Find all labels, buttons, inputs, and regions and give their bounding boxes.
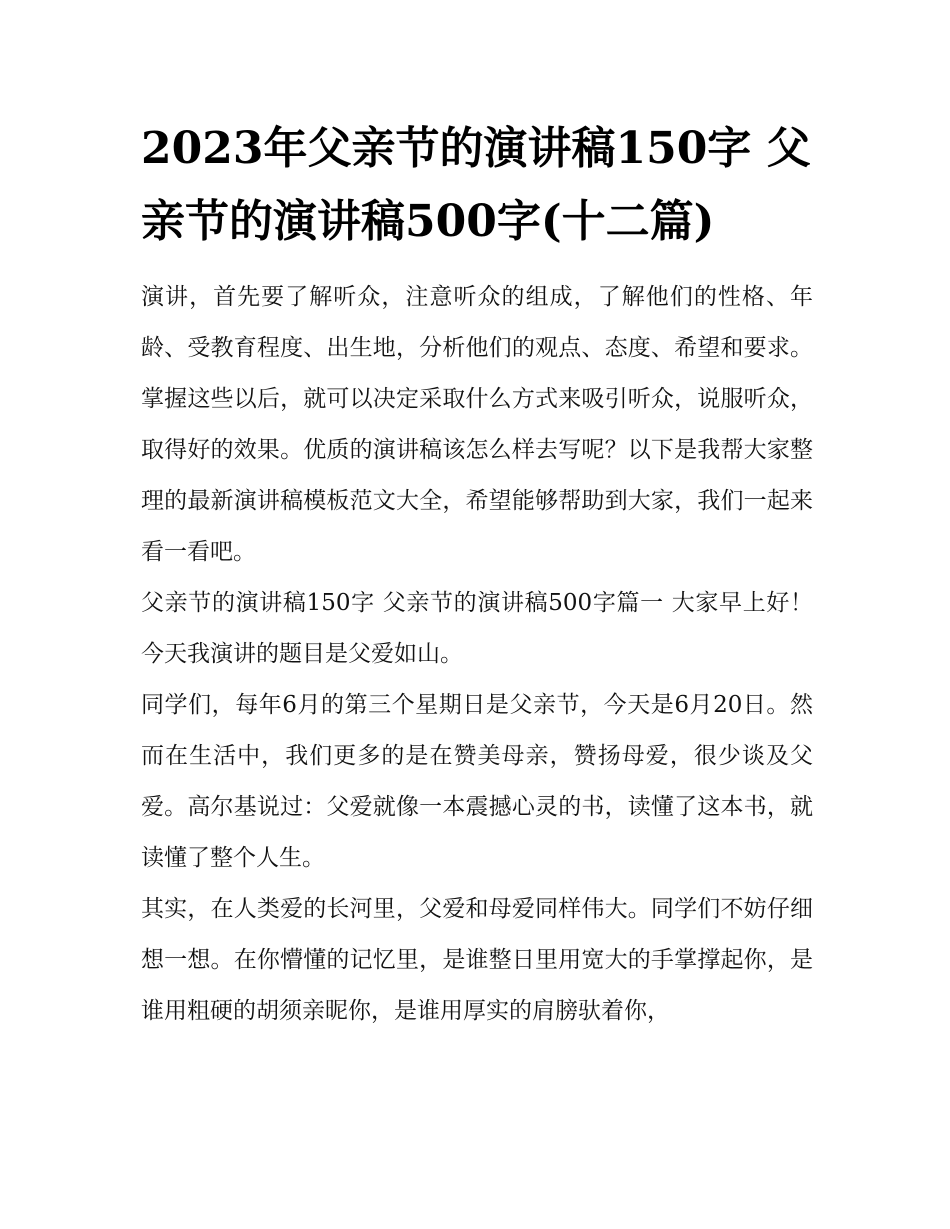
- fatherly-love-paragraph: 其实，在人类爱的长河里，父爱和母爱同样伟大。同学们不妨仔细想一想。在你懵懂的记忆里，是谁整日里用宽大的手掌撑起你，是谁用粗硬的胡须亲昵你，是谁用厚实的肩膀驮着你，: [141, 896, 813, 1024]
- document-title: 2023年父亲节的演讲稿150字 父亲节的演讲稿500字(十二篇): [141, 123, 811, 247]
- fathers-day-paragraph: 同学们，每年6月的第三个星期日是父亲节，今天是6月20日。然而在生活中，我们更多的是在赞美母亲，赞扬母爱，很少谈及父爱。高尔基说过：父爱就像一本震撼心灵的书，读懂了这本书，就读懂了整个人生。: [141, 692, 813, 871]
- speech-heading-paragraph: 父亲节的演讲稿150字 父亲节的演讲稿500字篇一 大家早上好！ 今天我演讲的题目是父爱如山。: [141, 590, 813, 667]
- document-body: [141, 112, 813, 1037]
- intro-paragraph: 演讲，首先要了解听众，注意听众的组成，了解他们的性格、年龄、受教育程度、出生地，分析他们的观点、态度、希望和要求。掌握这些以后，就可以决定采取什么方式来吸引听众，说服听众，取得好的效果。优质的演讲稿该怎么样去写呢？以下是我帮大家整理的最新演讲稿模板范文大全，希望能够帮助到大家，我们一起来看一看吧。: [141, 284, 813, 565]
